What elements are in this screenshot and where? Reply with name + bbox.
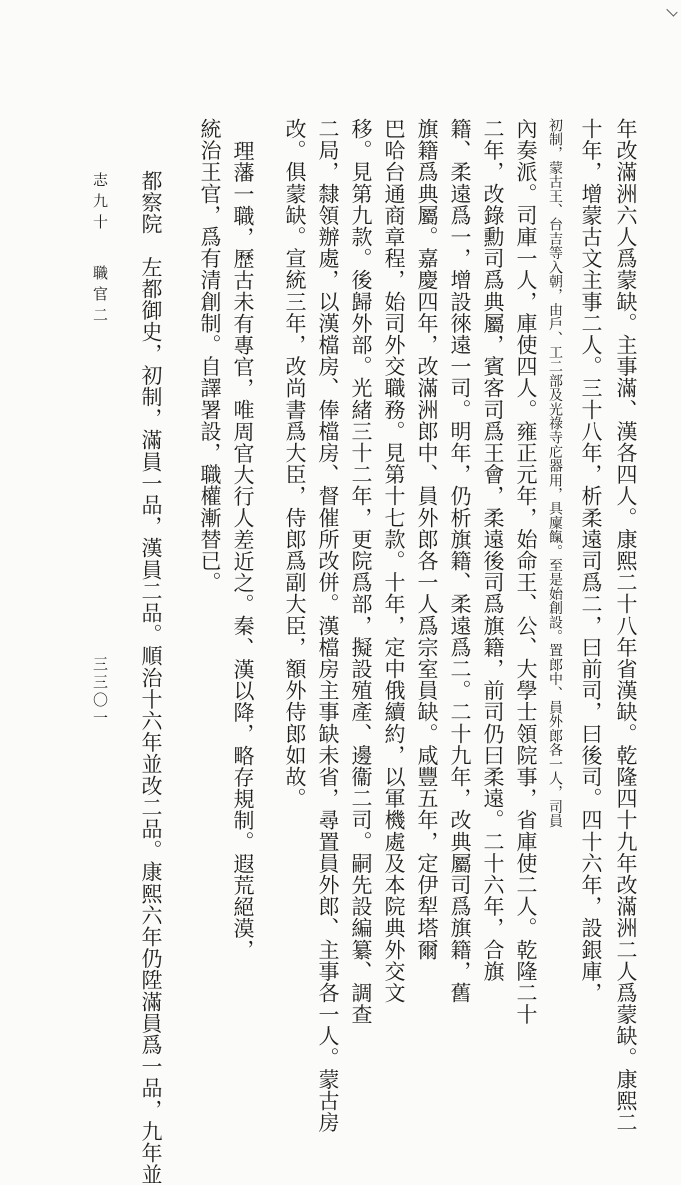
- text-column-12: 理藩一職，歷古未有專官，唯周官大行人差近之。秦、漢以降，略存規制。遐荒絕漠，: [231, 140, 255, 961]
- page-number: 三三〇一: [91, 656, 109, 728]
- text-column-4: 內奏派。司庫一人，庫使四人。雍正元年，始命王、公、大學士領院事，省庫使二人。乾隆二十: [514, 118, 538, 1026]
- text-column-6: 籍、柔遠爲一，增設徠遠一司。明年，仍析旗籍、柔遠爲二。二十九年，改典屬司爲旗籍，舊: [448, 118, 472, 1004]
- chapter-label: 志九十: [91, 172, 109, 235]
- text-column-7: 旗籍爲典屬。嘉慶四年，改滿洲郎中、員外郎各一人爲宗室員缺。咸豐五年，定伊犁塔爾: [415, 118, 439, 961]
- text-column-5: 二年，改錄勳司爲典屬，賓客司爲王會，柔遠後司爲旗籍，前司仍曰柔遠。二十六年，合旗: [481, 118, 505, 982]
- text-column-3: 初制，蒙古王、台吉等入朝，由戶、工二部及光祿寺庀器用，具廩餼。至是始創設。置郎中、員外郎各一人，司員: [547, 118, 563, 828]
- text-column-8: 巴哈台通商章程，始司外交職務。見第十七款。十年，定中俄續約，以軍機處及本院典外交文: [382, 118, 406, 1004]
- text-column-13: 統治王官，爲有清創制。自譯署設，職權漸替已。: [198, 118, 222, 594]
- text-column-1: 年改滿洲六人爲蒙缺。主事滿、漢各四人。康熙二十八年省漢缺。乾隆四十九年改滿洲二人爲蒙缺。康熙二: [614, 118, 638, 1134]
- text-column-9: 移。見第九款。後歸外部。光緒三十二年，更院爲部，擬設殖產、邊衞二司。嗣先設編纂、調查: [349, 118, 373, 1026]
- checkmark-icon: [666, 6, 676, 16]
- text-column-2: 十年，增蒙古文主事二人。三十八年，析柔遠司爲二，曰前司，曰後司。四十六年，設銀庫，: [579, 118, 603, 1004]
- text-column-11: 改。俱蒙缺。宣統三年，改尚書爲大臣，侍郎爲副大臣，額外侍郎如故。: [283, 118, 307, 810]
- running-header: [90, 172, 111, 328]
- section-label: 職官二: [91, 265, 109, 328]
- text-column-14: 都察院 左都御史，初制，滿員一品，漢員二品。順治十六年並改二品。康熙六年仍陞滿員爲一品，九年並: [139, 170, 163, 1185]
- text-column-10: 二局，隸領辦處，以漢檔房、俸檔房、督催所改併。漢檔房主事缺未省，尋置員外郎、主事各一人。蒙古房: [316, 118, 340, 1134]
